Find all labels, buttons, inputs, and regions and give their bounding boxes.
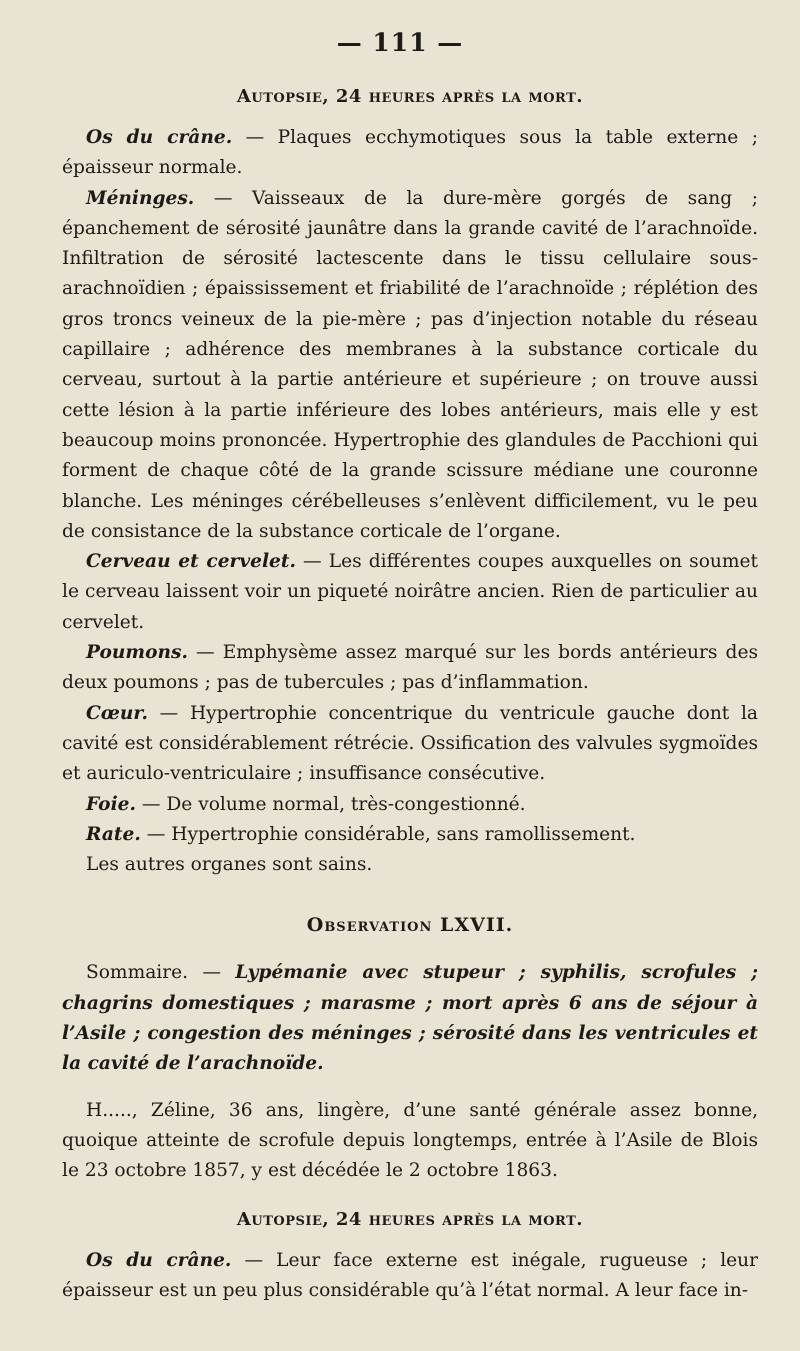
- paragraph-lead: Cœur.: [86, 702, 148, 724]
- sommaire-paragraph: [62, 958, 758, 1079]
- paragraph-text: — Leur face externe est inégale, rugueuse ; leur épaisseur est un peu plus considérable qu’à l’état normal. A leur face in-: [62, 1249, 759, 1301]
- paragraph-rate: [62, 820, 758, 850]
- page-number: — 111 —: [336, 28, 464, 57]
- paragraph-text: Les autres organes sont sains.: [86, 854, 373, 876]
- paragraph-text: — Plaques ecchymotiques sous la table externe ; épaisseur normale.: [62, 127, 758, 179]
- paragraph-lead: Rate.: [86, 823, 141, 845]
- paragraph-meninges: [62, 184, 758, 548]
- paragraph-lead: Os du crâne.: [86, 1249, 232, 1271]
- autopsy-heading-1: Autopsie, 24 heures après la mort.: [236, 86, 584, 107]
- paragraph-cerveau: [62, 547, 758, 638]
- paragraph-lead: Poumons.: [86, 642, 188, 664]
- paragraph-os-du-crane: [62, 123, 758, 184]
- case-paragraph: H....., Zéline, 36 ans, lingère, d’une santé générale assez bonne, quoique atteinte de scrofule depuis longtemps, entrée à l’Asile de Blois le 23 octobre 1857, y est décédée le 2 octobre 1863.: [62, 1099, 758, 1182]
- paragraph-os-du-crane-2: [62, 1246, 758, 1307]
- paragraph-text: — Vaisseaux de la dure-mère gorgés de sang ; épanchement de sérosité jaunâtre dans la grande cavité de l’arachnoïde. Infiltration de sérosité lactescente dans le tissu cellulaire sous-arachnoïdien ; épaississement et friabilité de l’arachnoïde ; réplétion des gros troncs veineux de la pie-mère ; pas d’injection notable du réseau capillaire ; adhérence des membranes à la substance corticale du cerveau, surtout à la partie antérieure et supérieure ; on trouve aussi cette lésion à la partie inférieure des lobes antérieurs, mais elle y est beaucoup moins prononcée. Hypertrophie des glandules de Pacchioni qui forment de chaque côté de la grande scissure médiane une couronne blanche. Les méninges cérébelleuses s’enlèvent difficilement, vu le peu de consistance de la substance corticale de l’organe.: [62, 187, 758, 542]
- paragraph-text: — Les différentes coupes auxquelles on soumet le cerveau laissent voir un piqueté noirâtre ancien. Rien de particulier au cervelet.: [62, 551, 758, 633]
- paragraph-text: — De volume normal, très-congestionné.: [135, 793, 526, 815]
- paragraph-poumons: [62, 638, 758, 699]
- paragraph-coeur: [62, 699, 758, 790]
- paragraph-text: — Hypertrophie considérable, sans ramollissement.: [140, 823, 636, 845]
- paragraph-text: — Emphysème assez marqué sur les bords antérieurs des deux poumons ; pas de tubercules ; pas d’inflammation.: [62, 642, 758, 694]
- paragraph-lead: Foie.: [86, 793, 136, 815]
- paragraph-lead: Os du crâne.: [86, 127, 233, 148]
- paragraph-text: — Hypertrophie concentrique du ventricule gauche dont la cavité est considérablement rétrécie. Ossification des valvules sygmoïdes et auriculo-ventriculaire ; insuffisance consécutive.: [62, 702, 758, 785]
- observation-heading: Observation LXVII.: [306, 914, 514, 937]
- sommaire-text: Lypémanie avec stupeur ; syphilis, scrofules ; chagrins domestiques ; marasme ; mort après 6 ans de séjour à l’Asile ; congestion des méninges ; sérosité dans les ventricules et la cavité de l’arachnoïde.: [62, 962, 758, 1075]
- paragraph-foie: [62, 790, 758, 820]
- page-content: [62, 86, 758, 1306]
- paragraph-lead: Cerveau et cervelet.: [86, 551, 296, 573]
- sommaire-label: Sommaire. —: [86, 962, 236, 984]
- paragraph-autres-organes: [62, 850, 758, 880]
- paragraph-lead: Méninges.: [86, 187, 195, 209]
- autopsy-heading-2: Autopsie, 24 heures après la mort.: [236, 1208, 584, 1230]
